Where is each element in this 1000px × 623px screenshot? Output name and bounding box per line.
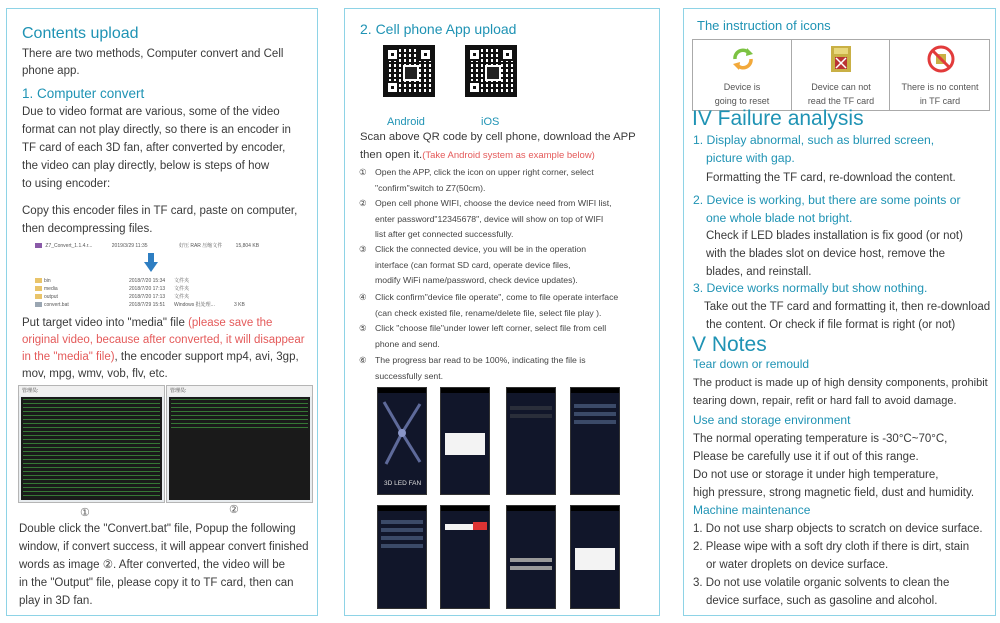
- failure-2-body-1: Check if LED blades installation is fix good (or not): [706, 230, 963, 242]
- put-line-5: mov, mpg, wmv, vob, flv, etc.: [22, 368, 168, 380]
- file-row[interactable]: [35, 293, 234, 300]
- step-number: ③: [359, 244, 367, 254]
- icon-cell-tf-card: [791, 40, 890, 110]
- archive-name: Z7_Convert_1.1.4.r...: [45, 243, 93, 249]
- phone-screenshot-choose: [506, 505, 556, 609]
- step-6: [359, 353, 654, 384]
- caption-line: Device can not: [811, 82, 871, 92]
- instructions-panel: [683, 8, 996, 616]
- arrow-down-icon: [144, 253, 158, 273]
- intro-line-2: phone app.: [22, 65, 80, 77]
- file-size: 3 KB: [234, 302, 245, 308]
- copy-line-1: Copy this encoder files in TF card, paste on computer,: [22, 205, 298, 217]
- step-number: ⑤: [359, 323, 367, 333]
- image-marker-2: ②: [229, 504, 239, 516]
- console-output: [21, 397, 162, 500]
- bat-file-icon: [35, 302, 42, 307]
- phone-screenshot-confirm: [440, 387, 490, 495]
- scan-line-1: Scan above QR code by cell phone, download the APP: [360, 131, 636, 143]
- android-label: Android: [387, 116, 425, 128]
- console-output: [169, 397, 310, 500]
- console-titlebar: 管理员:: [19, 386, 164, 396]
- console-titlebar: 管理员:: [167, 386, 312, 396]
- app-upload-panel: [344, 8, 660, 616]
- icon-cell-no-content: [889, 40, 990, 110]
- double-click-line-5: play in 3D fan.: [19, 595, 93, 607]
- step-2: [359, 196, 654, 243]
- contents-upload-panel: [6, 8, 318, 616]
- step-line: Open the APP, click the icon on upper right corner, select: [375, 167, 594, 177]
- scan-note: (Take Android system as example below): [422, 150, 595, 161]
- failure-2-title-line-2: one whole blade not bright.: [706, 211, 853, 225]
- tear-down-line-2: tearing down, repair, refit or hard fall to avoid damage.: [693, 395, 957, 407]
- maintenance-line-5: device surface, such as gasoline and alcohol.: [706, 595, 938, 607]
- step-line: successfully sent.: [375, 370, 444, 381]
- maintenance-line-1: 1. Do not use sharp objects to scratch on device surface.: [693, 523, 983, 535]
- refresh-icon: [730, 46, 756, 72]
- copy-line-2: then decompressing files.: [22, 223, 153, 235]
- icons-title: The instruction of icons: [697, 18, 831, 33]
- icon-caption: [693, 80, 791, 108]
- extracted-files-list: [35, 277, 275, 313]
- notes-title: V Notes: [692, 333, 767, 356]
- file-name: output: [44, 294, 58, 300]
- caption-line: read the TF card: [807, 96, 875, 106]
- folder-icon: [35, 278, 42, 283]
- fan-blades-icon: [382, 398, 422, 468]
- env-title: Use and storage environment: [693, 413, 851, 427]
- file-name: media: [44, 286, 58, 292]
- step-3: [359, 242, 654, 289]
- step-line: Click the connected device, you will be in the operation: [375, 244, 587, 254]
- file-item: [445, 524, 473, 530]
- icons-table: [692, 39, 990, 111]
- icon-cell-reset: [693, 40, 791, 110]
- file-date: 2018/7/20 17:13: [129, 286, 166, 292]
- failure-1-title-line-1: 1. Display abnormal, such as blurred screen,: [693, 133, 935, 147]
- file-type: 文件夹: [174, 286, 190, 292]
- contents-upload-title: Contents upload: [22, 25, 139, 42]
- caption-line: in TF card: [919, 96, 961, 106]
- no-content-icon: [927, 45, 955, 73]
- icon-caption: [890, 80, 990, 108]
- step-number: ④: [359, 292, 367, 302]
- console-window-2: [166, 385, 313, 503]
- icon-caption: [792, 80, 890, 108]
- archive-icon: [35, 243, 42, 248]
- step-line: list after get connected successfully.: [375, 229, 514, 239]
- file-row[interactable]: [35, 277, 234, 284]
- file-name: bin: [44, 278, 51, 284]
- caption-line: There is no content: [901, 82, 979, 92]
- file-date: 2018/7/20 17:13: [129, 294, 166, 300]
- double-click-line-4: in the "Output" file, please copy it to TF card, then can: [19, 577, 294, 589]
- step-4: [359, 290, 654, 321]
- step-line: Click "choose file"under lower left corner, select file from cell: [375, 323, 607, 333]
- maintenance-line-4: 3. Do not use volatile organic solvents to clean the: [693, 577, 950, 589]
- archive-type: 好压 RAR 压缩文件: [178, 243, 223, 249]
- step-line: phone and send.: [375, 338, 440, 349]
- archive-date: 2019/3/29 11:35: [111, 243, 148, 249]
- failure-2-body-3: blades, and reinstall.: [706, 266, 812, 278]
- method1-line-4: the video can play directly, below is steps of how: [22, 160, 270, 172]
- folder-icon: [35, 286, 42, 291]
- put-line-1-red: (please save the: [188, 317, 273, 329]
- put-line-1: [22, 315, 272, 333]
- folder-icon: [35, 294, 42, 299]
- failure-1-title-line-2: picture with gap.: [706, 151, 795, 165]
- tear-down-line-1: The product is made up of high density components, prohibit: [693, 377, 988, 389]
- step-number: ②: [359, 198, 367, 208]
- phone-fan-label: 3D LED FAN: [384, 480, 422, 487]
- failure-2-body-2: with the blades slot on device host, remove the: [706, 248, 946, 260]
- progress-dialog: [575, 548, 615, 570]
- file-date: 2018/7/20 15:34: [129, 278, 166, 284]
- android-qr-code[interactable]: [383, 45, 435, 97]
- maintenance-title: Machine maintenance: [693, 503, 811, 517]
- scan-line-2-text: then open it.: [360, 149, 423, 161]
- env-line-4: high pressure, strong magnetic field, dust and humidity.: [693, 487, 975, 499]
- phone-dialog: [445, 433, 485, 455]
- ios-qr-code[interactable]: [465, 45, 517, 97]
- double-click-line-1: Double click the "Convert.bat" file, Popup the following: [19, 523, 296, 535]
- tear-down-title: Tear down or remould: [693, 357, 810, 371]
- failure-3-body-1: Take out the TF card and formatting it, then re-download: [704, 301, 991, 313]
- file-type: 文件夹: [174, 278, 190, 284]
- put-line-3-normal: , the encoder support mp4, avi, 3gp,: [114, 351, 299, 363]
- file-date: 2018/7/29 15:51: [129, 302, 166, 308]
- step-1: [359, 165, 654, 196]
- env-line-2: Please be carefully use it if out of this range.: [693, 451, 919, 463]
- phone-screenshot-fan: [377, 387, 427, 495]
- console-window-1: [18, 385, 165, 503]
- double-click-line-3: words as image ②. After converted, the video will be: [19, 559, 285, 571]
- put-line-2: original video, because after converted, it will disappear: [22, 334, 305, 346]
- image-marker-1: ①: [80, 507, 90, 519]
- scan-line-2: [360, 147, 595, 165]
- failure-1-body: Formatting the TF card, re-download the content.: [706, 172, 956, 184]
- maintenance-line-3: or water droplets on device surface.: [706, 559, 889, 571]
- step-line: "confirm"switch to Z7(50cm).: [375, 182, 486, 193]
- file-row[interactable]: [35, 285, 234, 292]
- failure-2-title-line-1: 2. Device is working, but there are some points or: [693, 193, 961, 207]
- intro-line-1: There are two methods, Computer convert and Cell: [22, 48, 284, 60]
- file-name: convert.bat: [44, 302, 69, 308]
- failure-3-body-2: the content. Or check if file format is right (or not): [706, 319, 956, 331]
- failure-analysis-title: IV Failure analysis: [692, 107, 864, 130]
- step-line: (can check existed file, rename/delete file, select file play ).: [375, 307, 602, 318]
- step-line: Click confirm"device file operate", come to file operate interface: [375, 292, 619, 302]
- step-number: ⑥: [359, 355, 367, 365]
- app-upload-title: 2. Cell phone App upload: [360, 21, 517, 37]
- phone-screenshot-progress: [570, 505, 620, 609]
- step-line: interface (can format SD card, operate device files,: [375, 259, 571, 270]
- step-line: enter password"12345678", device will show on top of WIFI: [375, 213, 604, 224]
- archive-file-row[interactable]: [35, 242, 259, 249]
- step-line: modify WiFi name/password, check device updates).: [375, 275, 578, 285]
- phone-screenshot-wifi: [506, 387, 556, 495]
- step-number: ①: [359, 167, 367, 177]
- put-line-3-red: in the "media" file): [22, 351, 115, 363]
- method1-line-3: TF card of each 3D fan, after converted by encoder,: [22, 142, 286, 154]
- method1-line-2: format can not play directly, so there is an encoder in: [22, 124, 291, 136]
- put-line-1-normal: Put target video into "media" file: [22, 317, 189, 329]
- maintenance-line-2: 2. Please wipe with a soft dry cloth if there is dirt, stain: [693, 541, 970, 553]
- caption-line: going to reset: [714, 96, 770, 106]
- ios-label: iOS: [481, 116, 500, 128]
- sd-card-icon: [829, 45, 853, 73]
- method1-line-5: to using encoder:: [22, 178, 111, 190]
- env-line-1: The normal operating temperature is -30°C~70°C,: [693, 433, 948, 445]
- method1-line-1: Due to video format are various, some of the video: [22, 106, 280, 118]
- step-line: The progress bar read to be 100%, indicating the file is: [375, 355, 586, 365]
- caption-line: Device is: [723, 82, 761, 92]
- file-type: Windows 批处理...: [174, 302, 215, 308]
- phone-screenshot-files: [440, 505, 490, 609]
- phone-screenshot-operate: [377, 505, 427, 609]
- file-row[interactable]: [35, 301, 245, 308]
- put-line-3: [22, 349, 299, 367]
- archive-size: 15,804 KB: [235, 243, 260, 249]
- computer-convert-title: 1. Computer convert: [22, 86, 145, 101]
- double-click-line-2: window, if convert success, it will appear convert finished: [19, 541, 309, 553]
- phone-screenshot-device: [570, 387, 620, 495]
- step-line: Open cell phone WIFI, choose the device need from WIFI list,: [375, 198, 612, 208]
- file-type: 文件夹: [174, 294, 190, 300]
- failure-3-title: 3. Device works normally but show nothing.: [693, 281, 928, 295]
- step-5: [359, 321, 654, 352]
- menu-popup: [473, 522, 487, 530]
- env-line-3: Do not use or storage it under high temperature,: [693, 469, 939, 481]
